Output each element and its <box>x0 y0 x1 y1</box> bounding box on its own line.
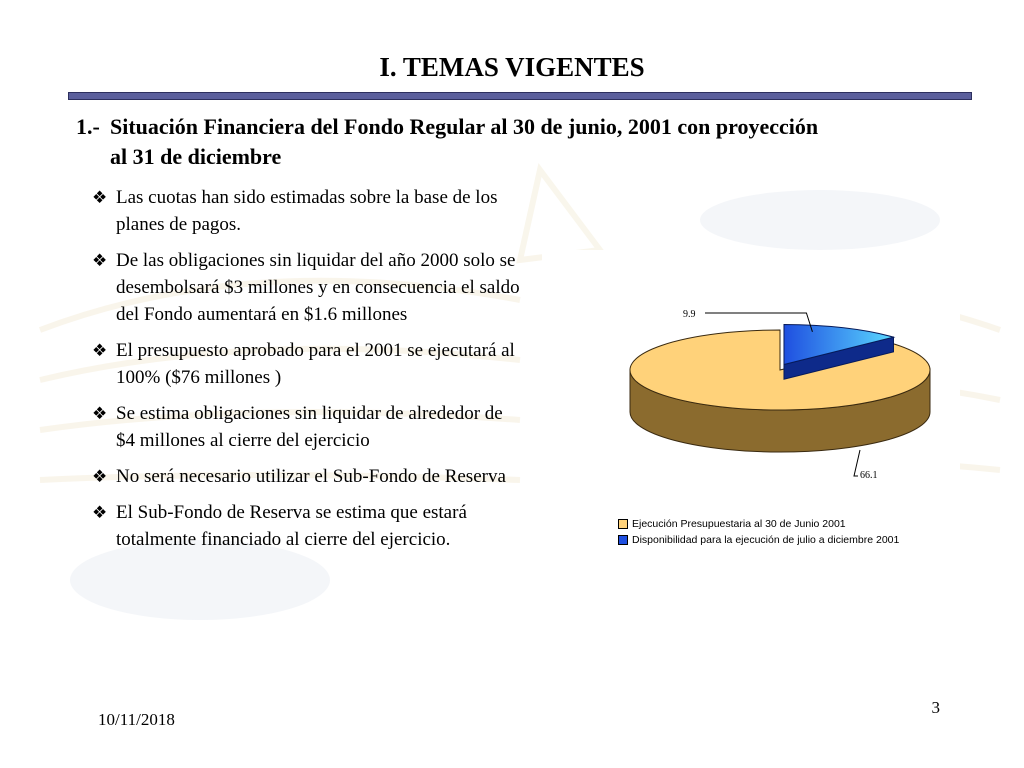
pie-chart-panel <box>542 250 960 560</box>
data-label-executed: 66.1 <box>860 470 878 481</box>
legend-swatch-executed <box>618 519 628 529</box>
bullet-item <box>92 463 522 490</box>
title-divider <box>68 92 972 100</box>
diamond-bullet-icon: ❖ <box>92 503 108 522</box>
bullet-item <box>92 400 522 454</box>
bullet-item <box>92 247 522 328</box>
bullet-text: Las cuotas han sido estimadas sobre la base de los planes de pagos. <box>116 187 498 235</box>
diamond-bullet-icon: ❖ <box>92 188 108 207</box>
section-heading-line-1: Situación Financiera del Fondo Regular al 30 de junio, 2001 con proyección <box>110 114 819 139</box>
legend-item <box>618 516 958 532</box>
legend-label: Disponibilidad para la ejecución de julio a diciembre 2001 <box>632 534 900 546</box>
bullet-text: El Sub-Fondo de Reserva se estima que estará totalmente financiado al cierre del ejercicio. <box>116 502 467 550</box>
bullet-text: El presupuesto aprobado para el 2001 se ejecutará al 100% ($76 millones ) <box>116 340 515 388</box>
chart-legend <box>618 516 958 548</box>
slide-title: I. TEMAS VIGENTES <box>379 52 645 82</box>
bullet-text: No será necesario utilizar el Sub-Fondo de Reserva <box>116 466 506 487</box>
section-heading-line-2: al 31 de diciembre <box>110 144 282 169</box>
pie-chart <box>542 250 960 510</box>
slide-date: 10/11/2018 <box>98 710 175 729</box>
legend-item <box>618 532 958 548</box>
diamond-bullet-icon: ❖ <box>92 404 108 423</box>
diamond-bullet-icon: ❖ <box>92 251 108 270</box>
page-number: 3 <box>931 698 940 717</box>
bullet-item <box>92 337 522 391</box>
bullet-item <box>92 184 522 238</box>
diamond-bullet-icon: ❖ <box>92 467 108 486</box>
bullet-text: De las obligaciones sin liquidar del año 2000 solo se desembolsará $3 millones y en consecuencia el saldo del Fondo aumentará en $1.6 millones <box>116 250 520 325</box>
bullet-text: Se estima obligaciones sin liquidar de alrededor de $4 millones al cierre del ejercicio <box>116 403 503 451</box>
section-number: 1.- <box>76 114 100 139</box>
data-label-available: 9.9 <box>683 309 696 320</box>
legend-label: Ejecución Presupuestaria al 30 de Junio 2001 <box>632 518 846 530</box>
bullet-list <box>92 184 522 562</box>
bullet-item <box>92 499 522 553</box>
diamond-bullet-icon: ❖ <box>92 341 108 360</box>
legend-swatch-available <box>618 535 628 545</box>
section-heading <box>76 112 956 172</box>
